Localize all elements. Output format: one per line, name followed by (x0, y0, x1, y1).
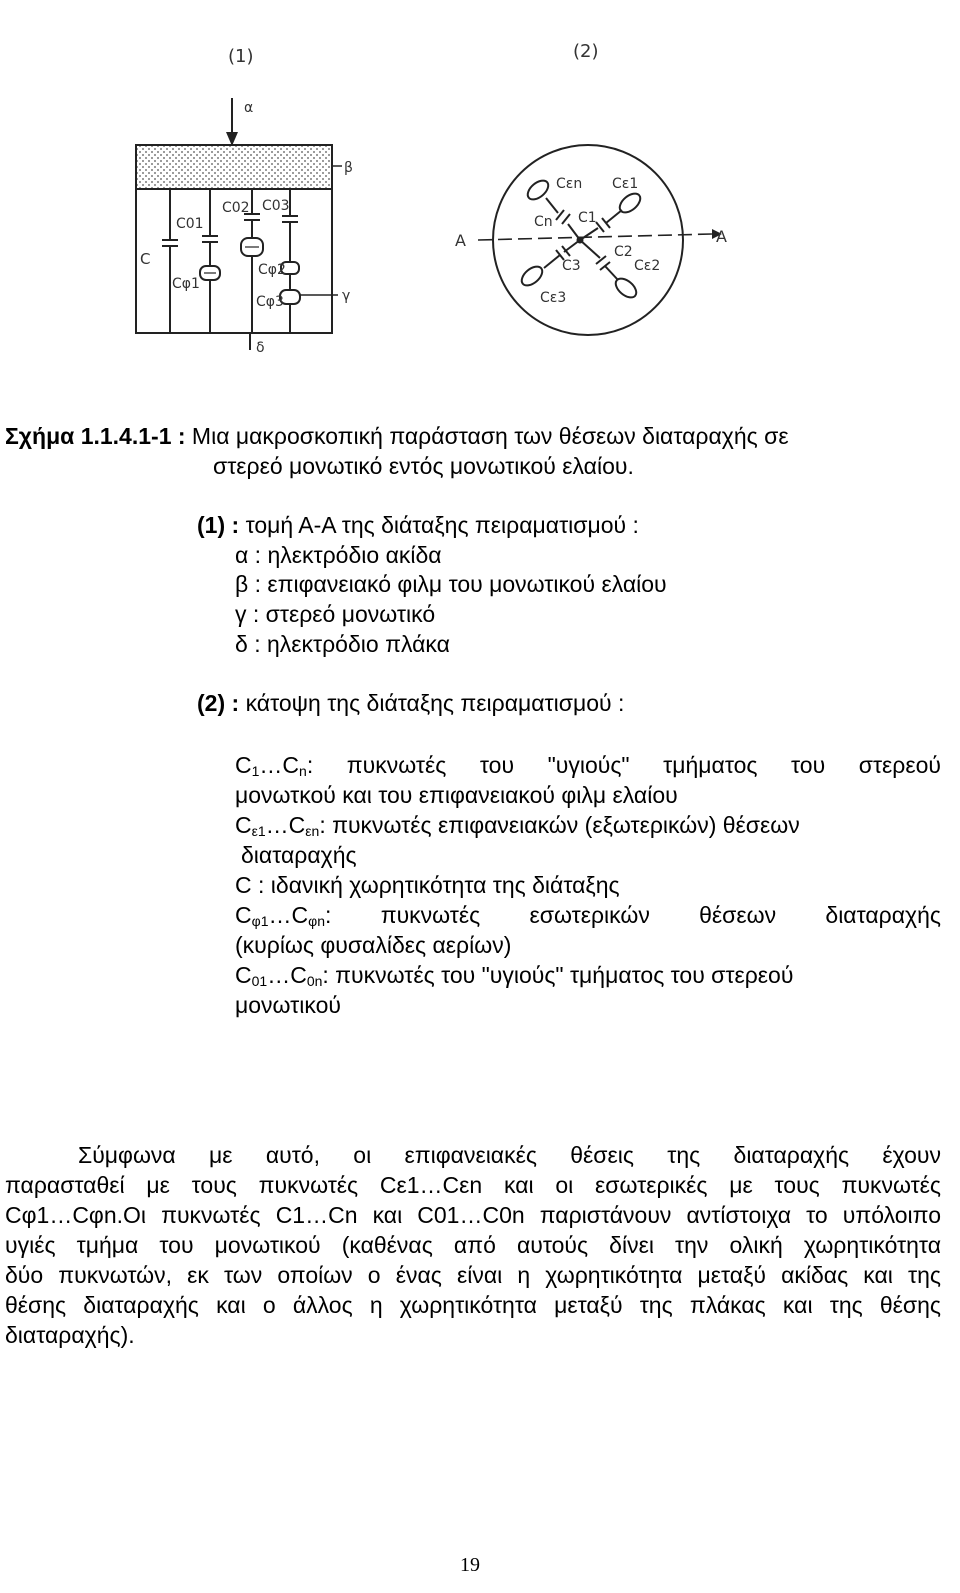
label-Cf3: Cφ3 (256, 294, 284, 310)
subscript: n (299, 763, 307, 779)
def-c0 (235, 960, 793, 990)
def-cn-cont: μονωτκού και του επιφανειακού φιλμ ελαίου (235, 782, 678, 808)
label-Cf2: Cφ2 (258, 262, 286, 278)
label-A-left: A (455, 231, 466, 250)
def-c0-cont: μονωτικού (235, 992, 341, 1018)
label-C: C (140, 250, 151, 268)
label-gamma: γ (342, 288, 351, 304)
cross-section-labels (140, 100, 353, 356)
symbol: C (290, 962, 307, 988)
paragraph-line-4: υγιές τμήμα του μονωτικού (καθένας από αυτούς δίνει την ολική χωρητικότητα (5, 1232, 941, 1258)
part1-item-beta: β : επιφανειακό φιλμ του μονωτικού ελαίου (235, 571, 667, 597)
subscript: 1 (251, 763, 260, 779)
part2-heading (197, 688, 624, 718)
label-C1: C1 (578, 210, 597, 226)
part1-item-gamma: γ : στερεό μονωτικό (235, 601, 436, 627)
def-ce-cont: διαταραχής (241, 842, 357, 868)
definition-text: : πυκνωτές εσωτερικών θέσεων διαταραχής (325, 902, 941, 928)
subscript: εn (305, 823, 320, 839)
definition-text: : πυκνωτές του "υγιούς" τμήματος του στερεού (322, 962, 794, 988)
subscript: φ1 (251, 913, 269, 929)
symbol: C (235, 902, 252, 928)
symbol: C (282, 752, 300, 778)
symbol: C (235, 962, 252, 988)
label-C02: C02 (222, 200, 250, 216)
label-C01: C01 (176, 216, 204, 232)
label-beta: β (344, 160, 353, 176)
caption-title-2: στερεό μονωτικό εντός μονωτικού ελαίου. (213, 453, 634, 479)
ellipsis: … (259, 752, 283, 778)
symbol: C (235, 812, 252, 838)
figure (0, 0, 960, 380)
label-Cen: Cεn (556, 176, 583, 192)
plan-view-labels (455, 176, 727, 306)
part1-heading (197, 510, 639, 540)
label-C3: C3 (562, 258, 581, 274)
figure-label-2: (2) (573, 41, 599, 62)
ellipsis: … (268, 902, 292, 928)
label-C03: C03 (262, 198, 290, 214)
def-c: C : ιδανική χωρητικότητα της διάταξης (235, 872, 620, 898)
label-Ce2: Cε2 (634, 258, 661, 274)
def-ce (235, 810, 800, 840)
symbol: C (288, 812, 306, 838)
figure-label-1: (1) (228, 46, 254, 67)
label-A-right: A (716, 227, 727, 246)
part2-title: κάτοψη της διάταξης πειραματισμού : (245, 690, 625, 716)
label-C2: C2 (614, 244, 633, 260)
cross-section-diagram (136, 98, 342, 350)
ellipsis: … (265, 812, 289, 838)
label-Cn: Cn (534, 214, 553, 230)
paragraph-line-6: θέσης διαταραχής και ο άλλος η χωρητικότητα μεταξύ της πλάκας και της θέσης (5, 1292, 941, 1318)
paragraph-line-3: Cφ1…Cφn.Οι πυκνωτές C1…Cn και C01…C0n παριστάνουν αντίστοιχα το υπόλοιπο (5, 1202, 941, 1228)
ellipsis: … (267, 962, 291, 988)
part1-label: (1) : (197, 512, 240, 538)
def-cn (235, 750, 941, 780)
paragraph-line-7: διαταραχής). (5, 1322, 135, 1348)
label-Ce3: Cε3 (540, 290, 567, 306)
label-Cf1: Cφ1 (172, 276, 200, 292)
label-delta: δ (256, 340, 265, 356)
paragraph-line-5: δύο πυκνωτών, εκ των οποίων ο ένας είναι η χωρητικότητα μεταξύ ακίδας και της (5, 1262, 941, 1288)
subscript: 0n (306, 973, 323, 989)
caption-line-1 (5, 421, 789, 451)
part1-item-alpha: α : ηλεκτρόδιο ακίδα (235, 542, 442, 568)
subscript: ε1 (251, 823, 266, 839)
page-number: 19 (460, 1554, 480, 1576)
def-cf (235, 900, 941, 930)
definition-text: : πυκνωτές επιφανειακών (εξωτερικών) θέσεων (319, 812, 800, 838)
symbol: C (235, 752, 252, 778)
label-alpha: α (244, 100, 254, 116)
caption-title-1: Μια μακροσκοπική παράσταση των θέσεων διαταραχής σε (191, 423, 789, 449)
symbol: C (291, 902, 309, 928)
label-Ce1: Cε1 (612, 176, 639, 192)
paragraph-line-1: Σύμφωνα με αυτό, οι επιφανειακές θέσεις της διαταραχής έχουν (78, 1142, 941, 1168)
caption-label: Σχήμα 1.1.4.1-1 : (5, 423, 186, 449)
part1-title: τομή Α-Α της διάταξης πειραματισμού : (245, 512, 639, 538)
def-cf-cont: (κυρίως φυσαλίδες αερίων) (235, 932, 512, 958)
subscript: φn (308, 913, 325, 929)
definition-text: : πυκνωτές του "υγιούς" τμήματος του στερεού (306, 752, 941, 778)
subscript: 01 (251, 973, 268, 989)
plan-view-diagram (478, 145, 722, 335)
part1-item-delta: δ : ηλεκτρόδιο πλάκα (235, 631, 450, 657)
paragraph-line-2: παρασταθεί με τους πυκνωτές Cε1…Cεn και οι εσωτερικές με τους πυκνωτές (5, 1172, 941, 1198)
part2-label: (2) : (197, 690, 240, 716)
